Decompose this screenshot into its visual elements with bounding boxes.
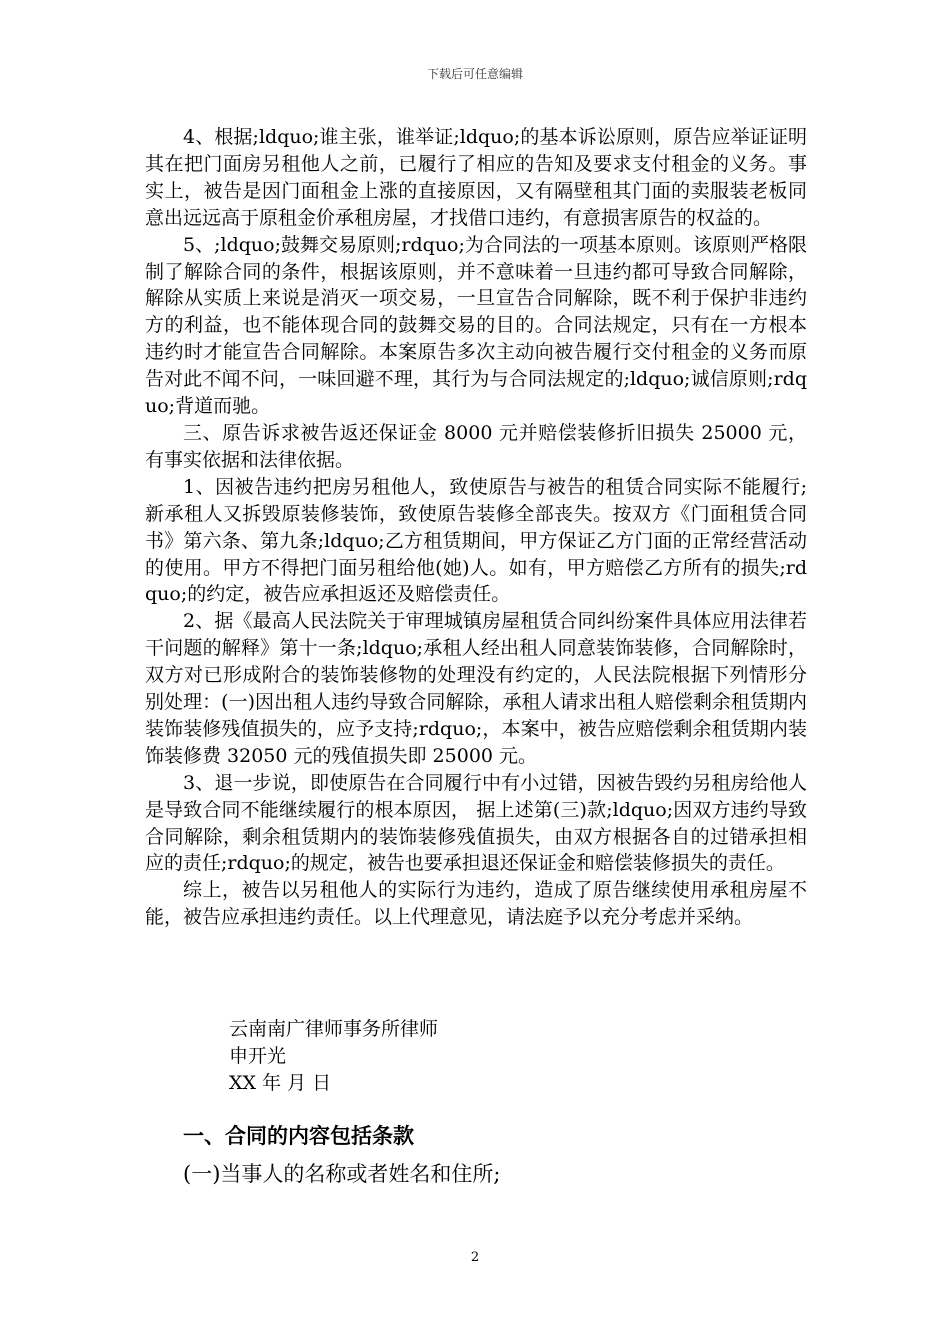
section-heading: 一、合同的内容包括条款 [183,1124,414,1148]
section-clause: (一)当事人的名称或者姓名和住所; [183,1162,501,1186]
document-body [145,124,807,931]
signature-firm: 云南南广律师事务所律师 [229,1018,439,1040]
page-number: 2 [470,1250,480,1265]
paragraph: 3、退一步说，即使原告在合同履行中有小过错，因被告毁约另租房给他人是导致合同不能继续履行的根本原因， 据上述第(三)款;ldquo;因双方违约导致合同解除，剩余租赁期内的装饰装修残值损失，由双方根据各自的过错承担相应的责任;rdquo;的规定，被告也要承担退还保证金和赔偿装修损失的责任。 [145,771,807,875]
page-header: 下载后可任意编辑 [426,67,523,81]
paragraph: 5、;ldquo;鼓舞交易原则;rdquo;为合同法的一项基本原则。该原则严格限制了解除合同的条件，根据该原则，并不意味着一旦违约都可导致合同解除，解除从实质上来说是消灭一项交易，一旦宣告合同解除，既不利于保护非违约方的利益，也不能体现合同的鼓舞交易的目的。合同法规定，只有在一方根本违约时才能宣告合同解除。本案原告多次主动向被告履行交付租金的义务而原告对此不闻不问，一味回避不理，其行为与合同法规定的;ldquo;诚信原则;rdquo;背道而驰。 [145,233,807,418]
paragraph: 2、据《最高人民法院关于审理城镇房屋租赁合同纠纷案件具体应用法律若干问题的解释》第十一条;ldquo;承租人经出租人同意装饰装修，合同解除时，双方对已形成附合的装饰装修物的处理没有约定的，人民法院根据下列情形分别处理：(一)因出租人违约导致合同解除，承租人请求出租人赔偿剩余租赁期内装饰装修残值损失的，应予支持;rdquo;，本案中，被告应赔偿剩余租赁期内装饰装修费 32050 元的残值损失即 25000 元。 [145,610,807,767]
paragraph: 综上，被告以另租他人的实际行为违约，造成了原告继续使用承租房屋不能，被告应承担违约责任。以上代理意见，请法庭予以充分考虑并采纳。 [145,879,807,929]
paragraph: 4、根据;ldquo;谁主张，谁举证;ldquo;的基本诉讼原则，原告应举证证明其在把门面房另租他人之前，已履行了相应的告知及要求支付租金的义务。事实上，被告是因门面租金上涨的直接原因，又有隔壁租其门面的卖服装老板同意出远远高于原租金价承租房屋，才找借口违约，有意损害原告的权益的。 [145,126,807,229]
paragraph: 三、原告诉求被告返还保证金 8000 元并赔偿装修折旧损失 25000 元，有事实依据和法律依据。 [145,421,807,471]
signature-name: 申开光 [229,1045,287,1067]
paragraph: 1、因被告违约把房另租他人，致使原告与被告的租赁合同实际不能履行;新承租人又拆毁原装修装饰，致使原告装修全部丧失。按双方《门面租赁合同书》第六条、第九条;ldquo;乙方租赁期间，甲方保证乙方门面的正常经营活动的使用。甲方不得把门面另租给他(她)人。如有，甲方赔偿乙方所有的损失;rdquo;的约定，被告应承担返还及赔偿责任。 [145,475,807,606]
signature-date: XX 年 月 日 [229,1072,332,1094]
